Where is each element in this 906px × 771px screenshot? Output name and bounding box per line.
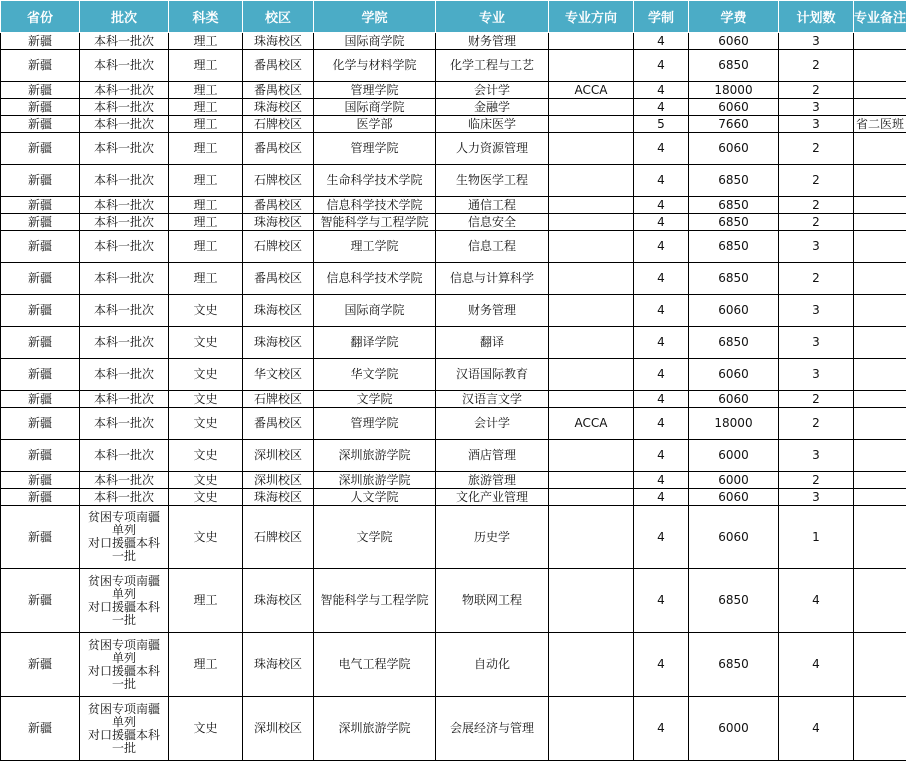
cell-plan: 3 xyxy=(779,33,854,50)
cell-fee: 6850 xyxy=(689,231,779,263)
cell-campus: 珠海校区 xyxy=(243,633,314,697)
cell-category: 理工 xyxy=(169,133,243,165)
cell-direction xyxy=(549,165,634,197)
cell-campus: 石牌校区 xyxy=(243,116,314,133)
cell-note xyxy=(854,472,906,489)
cell-category: 理工 xyxy=(169,263,243,295)
cell-plan: 2 xyxy=(779,197,854,214)
table-row xyxy=(1,295,906,327)
cell-province: 新疆 xyxy=(1,391,80,408)
table-row xyxy=(1,231,906,263)
table-row xyxy=(1,197,906,214)
cell-fee: 7660 xyxy=(689,116,779,133)
cell-category: 文史 xyxy=(169,408,243,440)
cell-fee: 6850 xyxy=(689,197,779,214)
cell-province: 新疆 xyxy=(1,231,80,263)
cell-category: 文史 xyxy=(169,295,243,327)
cell-province: 新疆 xyxy=(1,569,80,633)
cell-category: 理工 xyxy=(169,165,243,197)
cell-plan: 3 xyxy=(779,231,854,263)
cell-category: 理工 xyxy=(169,633,243,697)
cell-fee: 6850 xyxy=(689,263,779,295)
cell-batch: 本科一批次 xyxy=(80,440,169,472)
cell-college: 文学院 xyxy=(314,506,436,569)
cell-major: 物联网工程 xyxy=(436,569,549,633)
cell-batch: 贫困专项南疆 单列 对口援疆本科 一批 xyxy=(80,569,169,633)
cell-plan: 3 xyxy=(779,116,854,133)
cell-campus: 石牌校区 xyxy=(243,506,314,569)
cell-fee: 6000 xyxy=(689,472,779,489)
cell-province: 新疆 xyxy=(1,197,80,214)
cell-category: 文史 xyxy=(169,359,243,391)
cell-plan: 1 xyxy=(779,506,854,569)
cell-note xyxy=(854,231,906,263)
cell-plan: 3 xyxy=(779,99,854,116)
cell-major: 生物医学工程 xyxy=(436,165,549,197)
cell-college: 国际商学院 xyxy=(314,33,436,50)
cell-fee: 6850 xyxy=(689,214,779,231)
cell-plan: 2 xyxy=(779,391,854,408)
cell-category: 文史 xyxy=(169,472,243,489)
cell-note xyxy=(854,33,906,50)
cell-batch: 本科一批次 xyxy=(80,327,169,359)
cell-plan: 4 xyxy=(779,697,854,761)
cell-campus: 珠海校区 xyxy=(243,569,314,633)
cell-plan: 3 xyxy=(779,359,854,391)
cell-plan: 3 xyxy=(779,440,854,472)
cell-college: 华文学院 xyxy=(314,359,436,391)
cell-batch: 本科一批次 xyxy=(80,33,169,50)
cell-fee: 6000 xyxy=(689,440,779,472)
cell-note xyxy=(854,197,906,214)
cell-direction xyxy=(549,231,634,263)
cell-campus: 石牌校区 xyxy=(243,231,314,263)
cell-batch: 本科一批次 xyxy=(80,82,169,99)
cell-campus: 番禺校区 xyxy=(243,263,314,295)
cell-province: 新疆 xyxy=(1,359,80,391)
cell-note xyxy=(854,133,906,165)
cell-batch: 贫困专项南疆 单列 对口援疆本科 一批 xyxy=(80,633,169,697)
cell-years: 4 xyxy=(634,133,689,165)
cell-major: 汉语言文学 xyxy=(436,391,549,408)
cell-fee: 6060 xyxy=(689,391,779,408)
cell-years: 4 xyxy=(634,214,689,231)
cell-province: 新疆 xyxy=(1,633,80,697)
cell-fee: 6850 xyxy=(689,633,779,697)
cell-province: 新疆 xyxy=(1,33,80,50)
cell-category: 理工 xyxy=(169,33,243,50)
cell-province: 新疆 xyxy=(1,50,80,82)
cell-direction xyxy=(549,50,634,82)
cell-province: 新疆 xyxy=(1,506,80,569)
cell-campus: 珠海校区 xyxy=(243,214,314,231)
cell-campus: 番禺校区 xyxy=(243,82,314,99)
cell-province: 新疆 xyxy=(1,327,80,359)
cell-years: 4 xyxy=(634,440,689,472)
cell-batch: 本科一批次 xyxy=(80,197,169,214)
table-row xyxy=(1,50,906,82)
cell-major: 翻译 xyxy=(436,327,549,359)
cell-fee: 6060 xyxy=(689,506,779,569)
cell-major: 财务管理 xyxy=(436,295,549,327)
cell-fee: 6060 xyxy=(689,33,779,50)
cell-batch: 本科一批次 xyxy=(80,263,169,295)
cell-batch: 本科一批次 xyxy=(80,391,169,408)
cell-batch: 本科一批次 xyxy=(80,472,169,489)
cell-campus: 石牌校区 xyxy=(243,165,314,197)
table-row xyxy=(1,263,906,295)
cell-province: 新疆 xyxy=(1,165,80,197)
cell-college: 生命科学技术学院 xyxy=(314,165,436,197)
table-row xyxy=(1,33,906,50)
cell-batch: 本科一批次 xyxy=(80,489,169,506)
cell-years: 4 xyxy=(634,263,689,295)
cell-plan: 2 xyxy=(779,50,854,82)
cell-years: 4 xyxy=(634,359,689,391)
cell-years: 4 xyxy=(634,633,689,697)
cell-college: 电气工程学院 xyxy=(314,633,436,697)
cell-note xyxy=(854,391,906,408)
header-years: 学制 xyxy=(634,1,689,33)
cell-plan: 2 xyxy=(779,82,854,99)
cell-years: 4 xyxy=(634,697,689,761)
cell-major: 文化产业管理 xyxy=(436,489,549,506)
cell-college: 管理学院 xyxy=(314,82,436,99)
cell-fee: 18000 xyxy=(689,82,779,99)
cell-note: 省二医班 xyxy=(854,116,906,133)
cell-note xyxy=(854,50,906,82)
cell-category: 理工 xyxy=(169,231,243,263)
cell-plan: 3 xyxy=(779,295,854,327)
table-row xyxy=(1,633,906,697)
cell-fee: 6060 xyxy=(689,489,779,506)
cell-direction xyxy=(549,697,634,761)
cell-campus: 番禺校区 xyxy=(243,408,314,440)
cell-major: 临床医学 xyxy=(436,116,549,133)
cell-years: 4 xyxy=(634,569,689,633)
table-row xyxy=(1,472,906,489)
cell-college: 信息科学技术学院 xyxy=(314,197,436,214)
header-category: 科类 xyxy=(169,1,243,33)
cell-campus: 番禺校区 xyxy=(243,197,314,214)
table-row xyxy=(1,214,906,231)
cell-college: 信息科学技术学院 xyxy=(314,263,436,295)
cell-major: 会计学 xyxy=(436,82,549,99)
cell-major: 财务管理 xyxy=(436,33,549,50)
table-row xyxy=(1,408,906,440)
table-row xyxy=(1,327,906,359)
table-row xyxy=(1,165,906,197)
cell-batch: 本科一批次 xyxy=(80,116,169,133)
cell-category: 文史 xyxy=(169,506,243,569)
cell-province: 新疆 xyxy=(1,133,80,165)
cell-fee: 18000 xyxy=(689,408,779,440)
cell-province: 新疆 xyxy=(1,99,80,116)
cell-major: 旅游管理 xyxy=(436,472,549,489)
cell-category: 理工 xyxy=(169,99,243,116)
cell-note xyxy=(854,295,906,327)
cell-batch: 本科一批次 xyxy=(80,99,169,116)
cell-fee: 6060 xyxy=(689,359,779,391)
cell-batch: 本科一批次 xyxy=(80,50,169,82)
cell-major: 金融学 xyxy=(436,99,549,116)
cell-fee: 6000 xyxy=(689,697,779,761)
cell-fee: 6060 xyxy=(689,99,779,116)
header-plan: 计划数 xyxy=(779,1,854,33)
cell-years: 4 xyxy=(634,472,689,489)
table-row xyxy=(1,697,906,761)
cell-plan: 2 xyxy=(779,214,854,231)
cell-province: 新疆 xyxy=(1,489,80,506)
cell-direction xyxy=(549,569,634,633)
cell-batch: 本科一批次 xyxy=(80,359,169,391)
header-province: 省份 xyxy=(1,1,80,33)
cell-note xyxy=(854,440,906,472)
table-row xyxy=(1,359,906,391)
cell-college: 国际商学院 xyxy=(314,295,436,327)
cell-note xyxy=(854,327,906,359)
cell-years: 4 xyxy=(634,82,689,99)
cell-major: 化学工程与工艺 xyxy=(436,50,549,82)
header-direction: 专业方向 xyxy=(549,1,634,33)
cell-batch: 贫困专项南疆 单列 对口援疆本科 一批 xyxy=(80,697,169,761)
cell-category: 文史 xyxy=(169,697,243,761)
cell-years: 4 xyxy=(634,99,689,116)
cell-direction xyxy=(549,133,634,165)
header-batch: 批次 xyxy=(80,1,169,33)
cell-plan: 2 xyxy=(779,408,854,440)
cell-campus: 番禺校区 xyxy=(243,133,314,165)
cell-plan: 2 xyxy=(779,165,854,197)
cell-direction xyxy=(549,506,634,569)
cell-province: 新疆 xyxy=(1,697,80,761)
cell-direction: ACCA xyxy=(549,408,634,440)
cell-direction xyxy=(549,327,634,359)
cell-major: 会展经济与管理 xyxy=(436,697,549,761)
cell-fee: 6850 xyxy=(689,327,779,359)
cell-note xyxy=(854,569,906,633)
table-row xyxy=(1,133,906,165)
cell-college: 理工学院 xyxy=(314,231,436,263)
cell-plan: 2 xyxy=(779,133,854,165)
cell-direction xyxy=(549,116,634,133)
cell-college: 深圳旅游学院 xyxy=(314,472,436,489)
cell-college: 管理学院 xyxy=(314,133,436,165)
table-row xyxy=(1,116,906,133)
table-row xyxy=(1,506,906,569)
cell-college: 文学院 xyxy=(314,391,436,408)
cell-category: 理工 xyxy=(169,569,243,633)
cell-direction xyxy=(549,214,634,231)
cell-category: 理工 xyxy=(169,50,243,82)
cell-major: 会计学 xyxy=(436,408,549,440)
cell-campus: 深圳校区 xyxy=(243,440,314,472)
table-row xyxy=(1,99,906,116)
cell-direction xyxy=(549,263,634,295)
cell-campus: 珠海校区 xyxy=(243,489,314,506)
cell-campus: 珠海校区 xyxy=(243,99,314,116)
cell-fee: 6850 xyxy=(689,569,779,633)
cell-note xyxy=(854,697,906,761)
cell-direction: ACCA xyxy=(549,82,634,99)
cell-direction xyxy=(549,295,634,327)
cell-plan: 3 xyxy=(779,489,854,506)
cell-note xyxy=(854,633,906,697)
cell-major: 酒店管理 xyxy=(436,440,549,472)
cell-major: 人力资源管理 xyxy=(436,133,549,165)
cell-years: 4 xyxy=(634,295,689,327)
cell-note xyxy=(854,408,906,440)
cell-years: 5 xyxy=(634,116,689,133)
cell-category: 文史 xyxy=(169,440,243,472)
header-row xyxy=(1,1,906,33)
cell-note xyxy=(854,263,906,295)
cell-direction xyxy=(549,489,634,506)
cell-campus: 深圳校区 xyxy=(243,472,314,489)
cell-college: 深圳旅游学院 xyxy=(314,440,436,472)
cell-category: 理工 xyxy=(169,116,243,133)
cell-direction xyxy=(549,99,634,116)
cell-years: 4 xyxy=(634,408,689,440)
cell-batch: 贫困专项南疆 单列 对口援疆本科 一批 xyxy=(80,506,169,569)
cell-batch: 本科一批次 xyxy=(80,408,169,440)
table-row xyxy=(1,82,906,99)
cell-college: 医学部 xyxy=(314,116,436,133)
cell-direction xyxy=(549,472,634,489)
cell-college: 翻译学院 xyxy=(314,327,436,359)
cell-college: 智能科学与工程学院 xyxy=(314,569,436,633)
cell-note xyxy=(854,489,906,506)
cell-plan: 4 xyxy=(779,633,854,697)
cell-college: 管理学院 xyxy=(314,408,436,440)
cell-plan: 2 xyxy=(779,263,854,295)
cell-fee: 6060 xyxy=(689,133,779,165)
cell-province: 新疆 xyxy=(1,295,80,327)
header-major: 专业 xyxy=(436,1,549,33)
cell-college: 国际商学院 xyxy=(314,99,436,116)
cell-plan: 4 xyxy=(779,569,854,633)
cell-category: 理工 xyxy=(169,214,243,231)
cell-major: 通信工程 xyxy=(436,197,549,214)
cell-campus: 珠海校区 xyxy=(243,327,314,359)
cell-years: 4 xyxy=(634,489,689,506)
cell-major: 汉语国际教育 xyxy=(436,359,549,391)
cell-note xyxy=(854,214,906,231)
header-note: 专业备注 xyxy=(854,1,906,33)
cell-major: 信息安全 xyxy=(436,214,549,231)
cell-batch: 本科一批次 xyxy=(80,165,169,197)
cell-major: 信息与计算科学 xyxy=(436,263,549,295)
header-college: 学院 xyxy=(314,1,436,33)
table-row xyxy=(1,569,906,633)
cell-fee: 6060 xyxy=(689,295,779,327)
cell-category: 文史 xyxy=(169,489,243,506)
cell-province: 新疆 xyxy=(1,116,80,133)
cell-campus: 珠海校区 xyxy=(243,295,314,327)
cell-fee: 6850 xyxy=(689,50,779,82)
cell-province: 新疆 xyxy=(1,82,80,99)
cell-college: 人文学院 xyxy=(314,489,436,506)
cell-years: 4 xyxy=(634,391,689,408)
cell-direction xyxy=(549,440,634,472)
cell-years: 4 xyxy=(634,197,689,214)
table-row xyxy=(1,489,906,506)
table-body xyxy=(1,33,906,761)
cell-batch: 本科一批次 xyxy=(80,133,169,165)
cell-major: 自动化 xyxy=(436,633,549,697)
cell-category: 理工 xyxy=(169,82,243,99)
cell-years: 4 xyxy=(634,231,689,263)
cell-major: 历史学 xyxy=(436,506,549,569)
cell-province: 新疆 xyxy=(1,263,80,295)
cell-years: 4 xyxy=(634,327,689,359)
cell-province: 新疆 xyxy=(1,214,80,231)
cell-batch: 本科一批次 xyxy=(80,231,169,263)
header-campus: 校区 xyxy=(243,1,314,33)
cell-province: 新疆 xyxy=(1,408,80,440)
cell-note xyxy=(854,82,906,99)
table-row xyxy=(1,440,906,472)
cell-years: 4 xyxy=(634,165,689,197)
header-fee: 学费 xyxy=(689,1,779,33)
cell-direction xyxy=(549,197,634,214)
cell-campus: 华文校区 xyxy=(243,359,314,391)
cell-fee: 6850 xyxy=(689,165,779,197)
cell-note xyxy=(854,165,906,197)
table-row xyxy=(1,391,906,408)
cell-college: 化学与材料学院 xyxy=(314,50,436,82)
cell-college: 深圳旅游学院 xyxy=(314,697,436,761)
cell-batch: 本科一批次 xyxy=(80,295,169,327)
cell-years: 4 xyxy=(634,50,689,82)
cell-category: 文史 xyxy=(169,391,243,408)
cell-note xyxy=(854,359,906,391)
cell-note xyxy=(854,506,906,569)
cell-direction xyxy=(549,33,634,50)
cell-major: 信息工程 xyxy=(436,231,549,263)
cell-plan: 2 xyxy=(779,472,854,489)
cell-province: 新疆 xyxy=(1,440,80,472)
cell-direction xyxy=(549,391,634,408)
cell-campus: 珠海校区 xyxy=(243,33,314,50)
cell-category: 文史 xyxy=(169,327,243,359)
cell-category: 理工 xyxy=(169,197,243,214)
cell-campus: 深圳校区 xyxy=(243,697,314,761)
cell-direction xyxy=(549,633,634,697)
cell-note xyxy=(854,99,906,116)
cell-years: 4 xyxy=(634,506,689,569)
cell-batch: 本科一批次 xyxy=(80,214,169,231)
cell-province: 新疆 xyxy=(1,472,80,489)
cell-years: 4 xyxy=(634,33,689,50)
cell-college: 智能科学与工程学院 xyxy=(314,214,436,231)
cell-campus: 石牌校区 xyxy=(243,391,314,408)
cell-plan: 3 xyxy=(779,327,854,359)
cell-campus: 番禺校区 xyxy=(243,50,314,82)
cell-direction xyxy=(549,359,634,391)
